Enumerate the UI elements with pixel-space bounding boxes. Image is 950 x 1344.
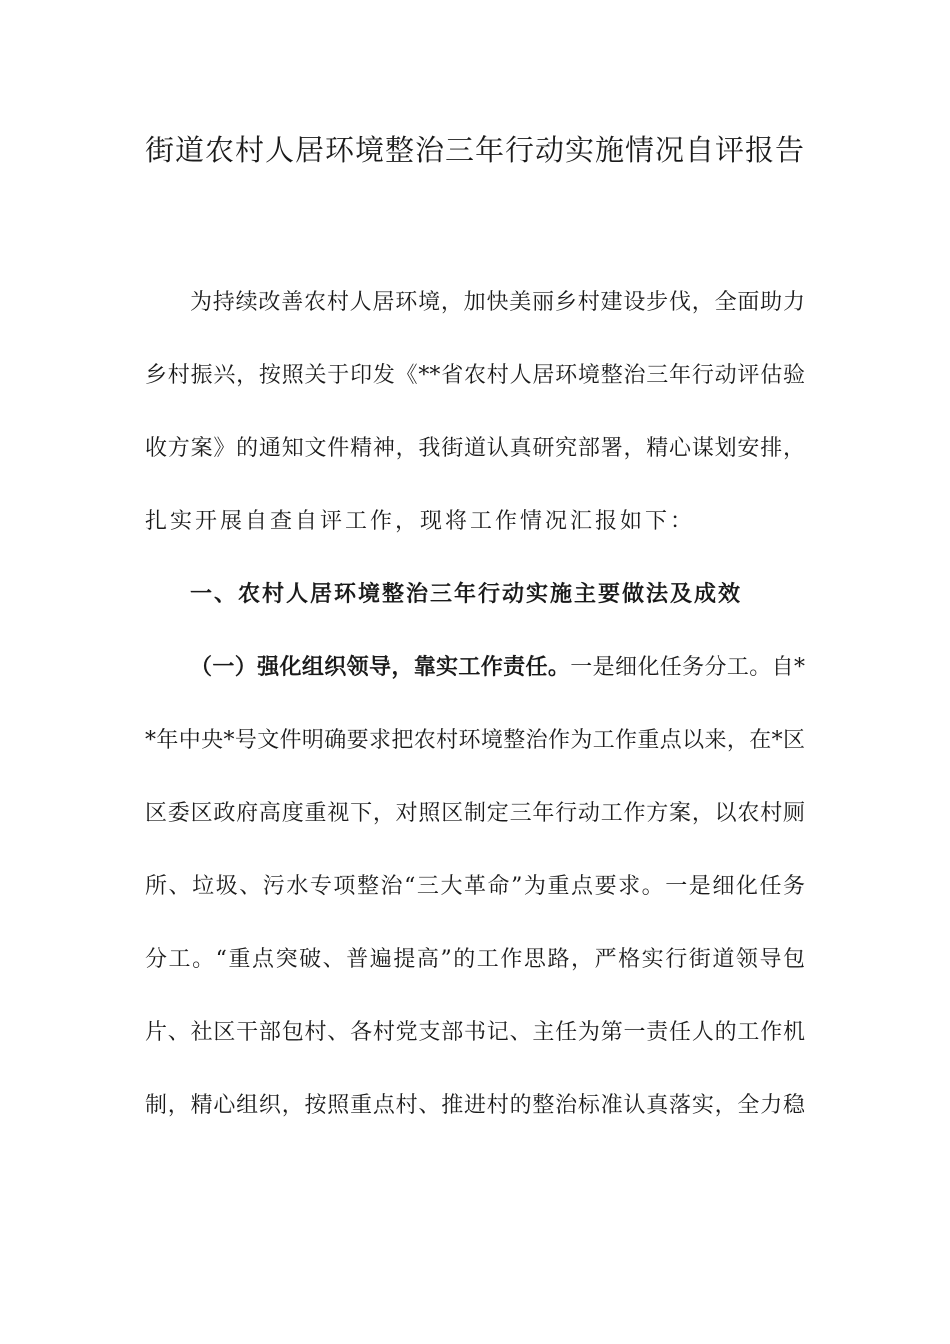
intro-line-1: 为持续改善农村人居环境，加快美丽乡村建设步伐，全面助力 (190, 290, 805, 315)
subsection-line-6: 片、社区干部包村、各村党支部书记、主任为第一责任人的工作机 (145, 1020, 805, 1045)
document-title: 街道农村人居环境整治三年行动实施情况自评报告 (144, 133, 805, 167)
subsection-bold-lead: （一）强化组织领导，靠实工作责任。 (190, 655, 571, 680)
intro-line-4: 扎实开展自查自评工作，现将工作情况汇报如下： (145, 509, 696, 534)
subsection-line-7: 制，精心组织，按照重点村、推进村的整治标准认真落实，全力稳 (145, 1093, 805, 1118)
subsection-line-2: *年中央*号文件明确要求把农村环境整治作为工作重点以来，在*区 (145, 728, 805, 753)
section-heading: 一、农村人居环境整治三年行动实施主要做法及成效 (190, 582, 743, 607)
subsection-line-4: 所、垃圾、污水专项整治“三大革命”为重点要求。一是细化任务 (145, 874, 805, 899)
subsection-first-line (190, 653, 805, 683)
intro-line-3: 收方案》的通知文件精神，我街道认真研究部署，精心谋划安排， (145, 436, 805, 461)
subsection-line-3: 区委区政府高度重视下，对照区制定三年行动工作方案，以农村厕 (145, 801, 805, 826)
subsection-first-line-rest: 一是细化任务分工。自* (570, 655, 805, 680)
subsection-line-5: 分工。“重点突破、普遍提高”的工作思路，严格实行街道领导包 (145, 947, 805, 972)
intro-line-2: 乡村振兴，按照关于印发《**省农村人居环境整治三年行动评估验 (145, 363, 805, 388)
